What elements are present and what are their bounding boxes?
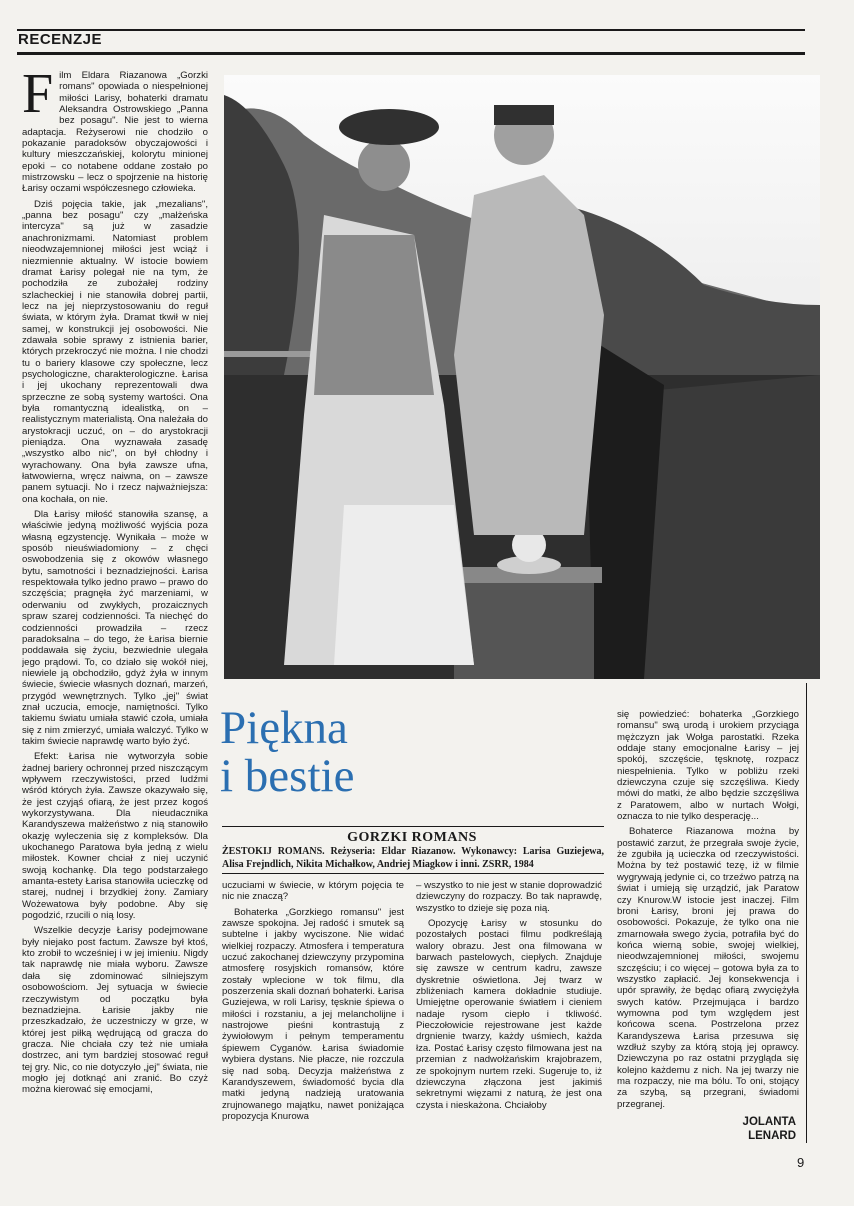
column-right-rule: [806, 683, 807, 1143]
photo-illustration: [224, 75, 820, 679]
subhead-top-rule: [222, 826, 604, 827]
paragraph: Wszelkie decyzje Łarisy podejmowane były niejako post factum. Zawsze był ktoś, kto zrobił to wcześniej i w jej imieniu. Nigdy tak naprawdę nie miała wyboru. Zawsze dała się zdominować silniejszym osobowościom. Jej sytuacja w świecie rzeczywistym od początku była beznadziejna. Łarisie jakby nie przeszkadzało, że uczestniczy w grze, w której jest piłką wędrującą od gracza do gracza. Nie chciała czy też nie umiała dostrzec, ani tym bardziej stosować reguł tej gry. Nic, co nie dotyczyło „jej" świata, nie mogło jej dotknąć ani zranić. Bo czyż można kierować się emocjami,: [22, 925, 208, 1096]
author-first-name: JOLANTA: [742, 1116, 796, 1128]
text-column-2: [222, 880, 404, 1142]
text-column-1: [22, 70, 208, 1145]
paragraph: Dla Łarisy miłość stanowiła szansę, a właściwie jedyną możliwość wyjścia poza własną egzystencję. Wynikała – może w sposób nieuświadomiony – z chęci oswobodzenia się z okowów własnego bytu, samotności i beznadziejności. Łarisa respektowała tylko jedno prawo – prawo do szczęścia; pragnęła żyć marzeniami, w oderwaniu od zwykłych, prozaicznych spraw szarej codzienności. Ta niechęć do codzienności prowadziła – rzecz paradoksalna – do tego, że Łarisa biernie poddawała się życiu, bezwiednie ulegała jego prądowi. To, co działo się wokół niej, niewiele ją obchodziło, gdyż żyła w innym świecie, świecie własnych doznań, marzeń, przygód wewnętrznych. Tylko „jej" świat znał uczucia, emocje, namiętności. Tylko takiemu światu umiała stawić czoła, umiała się z nim zmierzyć, umiała walczyć. Tylko w takim świecie naprawdę warto było żyć.: [22, 509, 208, 747]
header-top-rule: [17, 29, 805, 31]
film-still-photo: [224, 75, 820, 679]
paragraph: Dziś pojęcia takie, jak „mezalians", „panna bez posagu" czy „małżeńska intercyza" są już w zasadzie anachronizmami. Natomiast problem nieodwzajemnionej miłości jest wciąż i niezmiennie aktualny. W istocie bowiem dramat Łarisy polegał nie na tym, że pochodziła ze zubożałej rodziny szlacheckiej i nie stanowiła dobrej partii, lecz na jej nieprzystosowaniu do reguł świata, w którym żyła. Dramat tkwił w niej samej, w konstrukcji jej osobowości. Nie zdawała sobie sprawy z istnienia barier, których przekroczyć nie można. I nie chodzi tu o bariery klasowe czy społeczne, lecz psychologiczne, charakterologiczne. Łarisa i jej ukochany reprezentowali dwa sprzeczne ze sobą systemy wartości. Ona była romantyczną idealistką, on – realistycznym materialistą. Ona należała do arystokracji uczuć, on – do arystokracji pieniądza. Ona wyznawała zasadę „wszystko albo nic", on był chłodny i wyrachowany. Ona była zawsze ufna, łatwowierna, wręcz naiwna, on – zawsze panem sytuacji. No i rzecz najważniejsza: ona kochała, on nie.: [22, 198, 208, 505]
drop-cap: F: [22, 70, 54, 125]
paragraph: się powiedzieć: bohaterka „Gorzkiego romansu" swą urodą i urokiem przyciąga mężczyzn jak Wołga parostatki. Rzeka oddaje stany emocjonalne Łarisy – jej spokój, szczęście, tęsknotę, rozpacz niespełnienia. Tylko w pobliżu rzeki dziewczyna czuje się szczęśliwa. Kiedy mówi do matki, że albo będzie szczęśliwa z Paratowem, albo w nurtach Wołgi, oznacza to nie tylko desperację...: [617, 709, 799, 823]
credits-bottom-rule: [222, 873, 604, 874]
header-bottom-rule: [17, 52, 805, 55]
article-title: Piękna i bestie: [220, 702, 355, 802]
text-column-4: [617, 709, 799, 1109]
paragraph: Efekt: Łarisa nie wytworzyła sobie żadnej bariery ochronnej przed niszczącym wpływem rzeczywistości, przed ludźmi wśród których żyła. Zawsze okazywało się, że jest czyjąś ofiarą, że jest przez kogoś wykorzystywana. Dla nieudacznika Karandyszewa małżeństwo z nią stanowiło okazję wyleczenia się z kompleksów. Dla ukochanego Paratowa była jedną z wielu miłostek. Kowner chciał z niej uczynić swoją kochankę. Dla tego podstarzałego amanta-estety Łarisa stanowiła ucieczkę od starej, nudnej i brzydkiej żony. Zamiary Wożewatowa były podobne. Aby się pogodzić, rzucili o nią losy.: [22, 751, 208, 922]
section-label: RECENZJE: [18, 31, 103, 48]
paragraph: – wszystko to nie jest w stanie doprowadzić dziewczyny do rozpaczy. Bo tak naprawdę, wszystko to dzieje się poza nią.: [416, 880, 602, 914]
paragraph: uczuciami w świecie, w którym pojęcia te nic nie znaczą?: [222, 880, 404, 903]
text-column-3: [416, 880, 602, 1142]
author-last-name: LENARD: [748, 1130, 796, 1142]
page-number: 9: [797, 1155, 805, 1170]
paragraph: Opozycję Łarisy w stosunku do pozostałych postaci filmu podkreślają walory obrazu. Jest ona filmowana w barwach pastelowych, ciepłych. Znajduje się zawsze w centrum kadru, zawsze dyskretnie oświetlona. Jej twarz w zbliżeniach kamera dokładnie studiuje. Umiejętne operowanie światłem i cieniem nadaje rysom ciepło i tkliwość. Pieczołowicie rejestrowane jest każde drgnienie twarzy, każdy uśmiech, każda łza. Postać Łarisy często filmowana jest na przemian z nadwołżańskim krajobrazem, ze spokojnym nurtem rzeki. Sugeruje to, iż dziewczyna złączona jest jakimiś sekretnymi więzami z naturą, że jest ona czysta i nieskażona. Chciałoby: [416, 918, 602, 1111]
film-credits: ŻESTOKIJ ROMANS. Reżyseria: Eldar Riazanow. Wykonawcy: Larisa Guziejewa, Alisa Frejndlich, Nikita Michałkow, Andriej Miagkow i inni. ZSRR, 1984: [222, 846, 604, 870]
paragraph: ilm Eldara Riazanowa „Gorzki romans" opowiada o niespełnionej miłości Larisy, bohaterki dramatu Aleksandra Ostrowskiego „Panna bez posagu". Nie jest to wierna adaptacja. Reżyserowi nie chodziło o pokazanie paradoksów obyczajowości i kultury mieszczańskiej, kolorytu minionej epoki – co notabene oddane zostało po mistrzowsku – lecz o spojrzenie na historię Łarisy oczami współczesnego człowieka.: [22, 70, 208, 195]
paragraph: Bohaterce Riazanowa można by postawić zarzut, że przegrała swoje życie, że zgubiła ją ucieczka od rzeczywistości. Można by też postawić tezę, iż w filmie wygrywają jedynie ci, co trzeźwo patrzą na świat i umieją się urządzić, jak Paratow czy Knurow.W istocie jest inaczej. Film broni Łarisy, broni jej prawa do osobowości. Pokazuje, że tylko ona nie zmarnowała swego życia, potrafiła być do końca wierną sobie, swojej wielkiej, nieodwzajemnionej miłości, swojemu szczęściu; i co więcej – gotowa była za to wszystko zapłacić. Jej konsekwencja i upór sprawiły, że będąc ofiarą zwyciężyła swych katów. Przejmująca i bardzo wymowna pod tym względem jest końcowa scena. Postrzelona przez Karandyszewa Łarisa przesuwa się wzdłuż szyby za którą stoją jej oprawcy. Dziewczyna po raz ostatni przygląda się kolejno każdemu z nich. Na jej twarzy nie ma rozpaczy, nie ma bólu. To oni, stojący za szybą, są przegrani, świadomi przegranej.: [617, 826, 799, 1109]
film-subhead: GORZKI ROMANS: [347, 830, 477, 845]
paragraph: Bohaterka „Gorzkiego romansu" jest zawsze spokojna. Jej radość i smutek są subtelne i jakby wyciszone. Nie widać wielkiej rozpaczy. Atmosfera i temperatura uczuć zakochanej dziewczyny przypomina atmosferę rosyjskich romansów, które zostały wplecione w tok filmu, dla poszerzenia skali doznań bohaterki. Łarisa Guziejewa, w roli Larisy, tęsknie śpiewa o miłości i rozstaniu, a jej melancholijne i nastrojowe pieśni kontrastują z żywiołowym i pełnym temperamentu śpiewem Cyganów. Łarisa świadomie wybiera dystans. Nie płacze, nie rozczula się nad sobą. Decyzja małżeństwa z Karandyszewem, świadomość bycia dla matki jedyną nadzieją uratowania zrujnowanego majątku, nawet poniżająca propozycja Knurowa: [222, 906, 404, 1122]
